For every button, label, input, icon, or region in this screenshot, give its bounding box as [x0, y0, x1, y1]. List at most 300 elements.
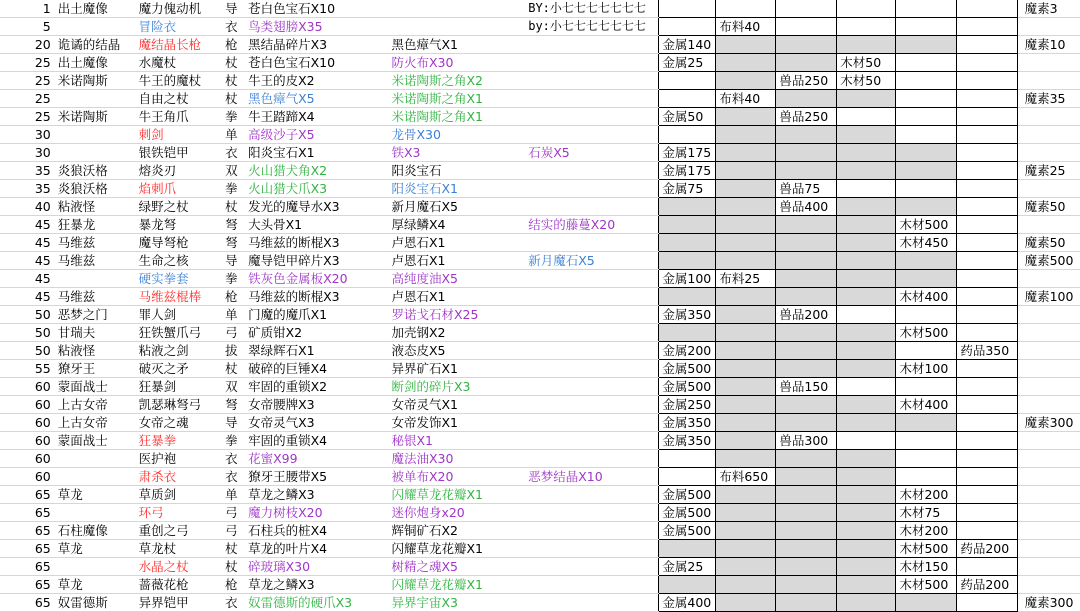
item-name-cell[interactable]: 异界铠甲	[136, 594, 222, 612]
item-name-cell[interactable]: 牛王角爪	[136, 108, 222, 126]
magic-cell[interactable]	[1022, 486, 1080, 504]
material-1-cell[interactable]: 铁灰色金属板X20	[245, 270, 388, 288]
beast-cell[interactable]	[776, 0, 837, 18]
level-cell[interactable]: 40	[0, 198, 55, 216]
material-1-cell[interactable]: 獠牙王腰带X5	[245, 468, 388, 486]
cloth-cell[interactable]	[716, 360, 776, 378]
metal-cell[interactable]: 金属350	[659, 306, 716, 324]
medicine-cell[interactable]: 药品200	[957, 576, 1018, 594]
metal-cell[interactable]	[659, 468, 716, 486]
beast-cell[interactable]	[776, 234, 837, 252]
material-2-cell[interactable]: 液态皮X5	[388, 342, 525, 360]
item-name-cell[interactable]: 肃杀衣	[136, 468, 222, 486]
material-2-cell[interactable]: 米诺陶斯之角X2	[388, 72, 525, 90]
level-cell[interactable]: 50	[0, 306, 55, 324]
wood-2-cell[interactable]	[896, 378, 957, 396]
magic-cell[interactable]: 魔素25	[1022, 162, 1080, 180]
type-cell[interactable]: 拳	[222, 432, 245, 450]
wood-cell[interactable]	[837, 126, 896, 144]
material-3-cell[interactable]	[525, 360, 659, 378]
material-1-cell[interactable]: 草龙的叶片X4	[245, 540, 388, 558]
type-cell[interactable]: 衣	[222, 468, 245, 486]
medicine-cell[interactable]	[957, 216, 1018, 234]
material-3-cell[interactable]: 新月魔石X5	[525, 252, 659, 270]
item-name-cell[interactable]: 罪人剑	[136, 306, 222, 324]
metal-cell[interactable]: 金属500	[659, 486, 716, 504]
magic-cell[interactable]	[1022, 396, 1080, 414]
wood-2-cell[interactable]	[896, 144, 957, 162]
medicine-cell[interactable]	[957, 324, 1018, 342]
monster-cell[interactable]: 甘瑞夫	[55, 324, 136, 342]
type-cell[interactable]: 杖	[222, 54, 245, 72]
material-3-cell[interactable]	[525, 54, 659, 72]
type-cell[interactable]: 衣	[222, 450, 245, 468]
material-3-cell[interactable]	[525, 198, 659, 216]
metal-cell[interactable]	[659, 0, 716, 18]
beast-cell[interactable]	[776, 504, 837, 522]
type-cell[interactable]: 导	[222, 252, 245, 270]
beast-cell[interactable]	[776, 270, 837, 288]
item-name-cell[interactable]: 草龙杖	[136, 540, 222, 558]
level-cell[interactable]: 50	[0, 342, 55, 360]
cloth-cell[interactable]	[716, 486, 776, 504]
wood-2-cell[interactable]	[896, 162, 957, 180]
metal-cell[interactable]	[659, 540, 716, 558]
wood-2-cell[interactable]	[896, 342, 957, 360]
material-2-cell[interactable]: 罗诺戈石材X25	[388, 306, 525, 324]
medicine-cell[interactable]	[957, 486, 1018, 504]
cloth-cell[interactable]: 布料25	[716, 270, 776, 288]
level-cell[interactable]: 65	[0, 522, 55, 540]
material-3-cell[interactable]	[525, 432, 659, 450]
type-cell[interactable]: 杖	[222, 198, 245, 216]
metal-cell[interactable]	[659, 198, 716, 216]
cloth-cell[interactable]	[716, 108, 776, 126]
material-2-cell[interactable]: 龙骨X30	[388, 126, 525, 144]
medicine-cell[interactable]	[957, 144, 1018, 162]
monster-cell[interactable]	[55, 144, 136, 162]
type-cell[interactable]: 杖	[222, 360, 245, 378]
magic-cell[interactable]: 魔素300	[1022, 414, 1080, 432]
beast-cell[interactable]	[776, 36, 837, 54]
metal-cell[interactable]: 金属500	[659, 378, 716, 396]
material-1-cell[interactable]: 火山猎犬角X2	[245, 162, 388, 180]
magic-cell[interactable]	[1022, 342, 1080, 360]
medicine-cell[interactable]	[957, 234, 1018, 252]
wood-cell[interactable]	[837, 504, 896, 522]
magic-cell[interactable]	[1022, 522, 1080, 540]
wood-cell[interactable]	[837, 36, 896, 54]
monster-cell[interactable]	[55, 450, 136, 468]
cloth-cell[interactable]	[716, 378, 776, 396]
metal-cell[interactable]: 金属350	[659, 432, 716, 450]
level-cell[interactable]: 60	[0, 450, 55, 468]
metal-cell[interactable]: 金属350	[659, 414, 716, 432]
magic-cell[interactable]	[1022, 270, 1080, 288]
material-1-cell[interactable]: 女帝灵气X3	[245, 414, 388, 432]
wood-cell[interactable]	[837, 216, 896, 234]
magic-cell[interactable]: 魔素50	[1022, 198, 1080, 216]
material-3-cell[interactable]	[525, 108, 659, 126]
material-2-cell[interactable]	[388, 0, 525, 18]
type-cell[interactable]: 枪	[222, 288, 245, 306]
material-1-cell[interactable]: 苍白色宝石X10	[245, 0, 388, 18]
magic-cell[interactable]	[1022, 324, 1080, 342]
item-name-cell[interactable]: 魔力傀动机	[136, 0, 222, 18]
beast-cell[interactable]	[776, 18, 837, 36]
material-2-cell[interactable]: 铁X3	[388, 144, 525, 162]
cloth-cell[interactable]	[716, 342, 776, 360]
material-1-cell[interactable]: 奴雷德斯的硬爪X3	[245, 594, 388, 612]
material-1-cell[interactable]: 马维兹的断棍X3	[245, 288, 388, 306]
monster-cell[interactable]: 草龙	[55, 486, 136, 504]
type-cell[interactable]: 杖	[222, 90, 245, 108]
material-1-cell[interactable]: 大头骨X1	[245, 216, 388, 234]
level-cell[interactable]: 65	[0, 594, 55, 612]
level-cell[interactable]: 60	[0, 378, 55, 396]
magic-cell[interactable]	[1022, 72, 1080, 90]
cloth-cell[interactable]	[716, 144, 776, 162]
monster-cell[interactable]: 马维兹	[55, 288, 136, 306]
magic-cell[interactable]	[1022, 306, 1080, 324]
material-3-cell[interactable]	[525, 180, 659, 198]
material-2-cell[interactable]: 秘银X1	[388, 432, 525, 450]
type-cell[interactable]: 弓	[222, 504, 245, 522]
material-2-cell[interactable]: 加壳钢X2	[388, 324, 525, 342]
monster-cell[interactable]: 粘液怪	[55, 342, 136, 360]
beast-cell[interactable]	[776, 216, 837, 234]
beast-cell[interactable]	[776, 54, 837, 72]
medicine-cell[interactable]	[957, 270, 1018, 288]
level-cell[interactable]: 65	[0, 504, 55, 522]
item-name-cell[interactable]: 刺剑	[136, 126, 222, 144]
level-cell[interactable]: 25	[0, 108, 55, 126]
material-1-cell[interactable]: 石柱兵的桩X4	[245, 522, 388, 540]
monster-cell[interactable]: 獠牙王	[55, 360, 136, 378]
wood-cell[interactable]	[837, 270, 896, 288]
beast-cell[interactable]	[776, 576, 837, 594]
material-3-cell[interactable]	[525, 36, 659, 54]
level-cell[interactable]: 35	[0, 162, 55, 180]
material-2-cell[interactable]: 女帝发饰X1	[388, 414, 525, 432]
monster-cell[interactable]	[55, 18, 136, 36]
beast-cell[interactable]: 兽品200	[776, 306, 837, 324]
wood-cell[interactable]	[837, 288, 896, 306]
metal-cell[interactable]: 金属100	[659, 270, 716, 288]
monster-cell[interactable]: 马维兹	[55, 234, 136, 252]
material-2-cell[interactable]: 被单布X20	[388, 468, 525, 486]
level-cell[interactable]: 60	[0, 432, 55, 450]
material-2-cell[interactable]: 闪耀草龙花瓣X1	[388, 486, 525, 504]
wood-cell[interactable]	[837, 540, 896, 558]
cloth-cell[interactable]	[716, 522, 776, 540]
level-cell[interactable]: 35	[0, 180, 55, 198]
medicine-cell[interactable]	[957, 522, 1018, 540]
beast-cell[interactable]	[776, 288, 837, 306]
wood-cell[interactable]	[837, 378, 896, 396]
metal-cell[interactable]: 金属500	[659, 504, 716, 522]
magic-cell[interactable]: 魔素500	[1022, 252, 1080, 270]
beast-cell[interactable]	[776, 450, 837, 468]
material-2-cell[interactable]: 卢恩石X1	[388, 234, 525, 252]
wood-cell[interactable]	[837, 198, 896, 216]
wood-cell[interactable]	[837, 162, 896, 180]
wood-2-cell[interactable]	[896, 180, 957, 198]
wood-2-cell[interactable]: 木材500	[896, 216, 957, 234]
beast-cell[interactable]	[776, 144, 837, 162]
type-cell[interactable]: 衣	[222, 594, 245, 612]
material-1-cell[interactable]: 发光的魔导水X3	[245, 198, 388, 216]
wood-cell[interactable]: 木材50	[837, 72, 896, 90]
item-name-cell[interactable]: 马维兹棍棒	[136, 288, 222, 306]
metal-cell[interactable]	[659, 18, 716, 36]
cloth-cell[interactable]	[716, 198, 776, 216]
cloth-cell[interactable]	[716, 576, 776, 594]
wood-2-cell[interactable]	[896, 90, 957, 108]
cloth-cell[interactable]	[716, 126, 776, 144]
material-2-cell[interactable]: 米诺陶斯之角X1	[388, 108, 525, 126]
metal-cell[interactable]: 金属400	[659, 594, 716, 612]
metal-cell[interactable]: 金属175	[659, 144, 716, 162]
magic-cell[interactable]	[1022, 54, 1080, 72]
material-1-cell[interactable]: 女帝腰牌X3	[245, 396, 388, 414]
beast-cell[interactable]	[776, 468, 837, 486]
beast-cell[interactable]	[776, 360, 837, 378]
magic-cell[interactable]: 魔素3	[1022, 0, 1080, 18]
material-2-cell[interactable]: 树精之魂X5	[388, 558, 525, 576]
wood-cell[interactable]	[837, 252, 896, 270]
material-3-cell[interactable]	[525, 324, 659, 342]
level-cell[interactable]: 45	[0, 288, 55, 306]
beast-cell[interactable]: 兽品400	[776, 198, 837, 216]
item-name-cell[interactable]: 凯瑟琳弩弓	[136, 396, 222, 414]
magic-cell[interactable]	[1022, 144, 1080, 162]
beast-cell[interactable]	[776, 252, 837, 270]
beast-cell[interactable]	[776, 126, 837, 144]
monster-cell[interactable]: 恶梦之门	[55, 306, 136, 324]
wood-2-cell[interactable]	[896, 198, 957, 216]
medicine-cell[interactable]	[957, 288, 1018, 306]
material-2-cell[interactable]: 高纯度油X5	[388, 270, 525, 288]
monster-cell[interactable]: 上古女帝	[55, 396, 136, 414]
beast-cell[interactable]: 兽品250	[776, 108, 837, 126]
wood-2-cell[interactable]: 木材500	[896, 576, 957, 594]
monster-cell[interactable]: 马维兹	[55, 252, 136, 270]
medicine-cell[interactable]	[957, 504, 1018, 522]
metal-cell[interactable]	[659, 576, 716, 594]
monster-cell[interactable]: 蒙面战士	[55, 378, 136, 396]
material-3-cell[interactable]: BY:小七七七七七七七	[525, 0, 659, 18]
level-cell[interactable]: 20	[0, 36, 55, 54]
metal-cell[interactable]: 金属50	[659, 108, 716, 126]
wood-cell[interactable]	[837, 0, 896, 18]
monster-cell[interactable]: 炎狼沃格	[55, 162, 136, 180]
wood-2-cell[interactable]	[896, 36, 957, 54]
level-cell[interactable]: 45	[0, 234, 55, 252]
type-cell[interactable]: 杖	[222, 558, 245, 576]
metal-cell[interactable]: 金属200	[659, 342, 716, 360]
beast-cell[interactable]	[776, 594, 837, 612]
wood-cell[interactable]	[837, 468, 896, 486]
magic-cell[interactable]	[1022, 468, 1080, 486]
material-3-cell[interactable]	[525, 90, 659, 108]
medicine-cell[interactable]	[957, 360, 1018, 378]
wood-2-cell[interactable]: 木材200	[896, 486, 957, 504]
metal-cell[interactable]	[659, 288, 716, 306]
metal-cell[interactable]: 金属25	[659, 558, 716, 576]
wood-cell[interactable]	[837, 450, 896, 468]
material-3-cell[interactable]	[525, 72, 659, 90]
wood-cell[interactable]	[837, 108, 896, 126]
type-cell[interactable]: 弩	[222, 396, 245, 414]
monster-cell[interactable]: 米诺陶斯	[55, 108, 136, 126]
level-cell[interactable]: 30	[0, 126, 55, 144]
metal-cell[interactable]: 金属25	[659, 54, 716, 72]
cloth-cell[interactable]: 布料40	[716, 90, 776, 108]
metal-cell[interactable]: 金属175	[659, 162, 716, 180]
magic-cell[interactable]: 魔素300	[1022, 594, 1080, 612]
magic-cell[interactable]	[1022, 360, 1080, 378]
type-cell[interactable]: 拳	[222, 180, 245, 198]
type-cell[interactable]: 双	[222, 378, 245, 396]
medicine-cell[interactable]	[957, 108, 1018, 126]
beast-cell[interactable]	[776, 396, 837, 414]
magic-cell[interactable]: 魔素100	[1022, 288, 1080, 306]
wood-cell[interactable]	[837, 306, 896, 324]
metal-cell[interactable]	[659, 126, 716, 144]
metal-cell[interactable]: 金属75	[659, 180, 716, 198]
metal-cell[interactable]	[659, 450, 716, 468]
material-2-cell[interactable]: 闪耀草龙花瓣X1	[388, 540, 525, 558]
wood-cell[interactable]	[837, 18, 896, 36]
beast-cell[interactable]	[776, 162, 837, 180]
magic-cell[interactable]	[1022, 504, 1080, 522]
type-cell[interactable]: 杖	[222, 540, 245, 558]
medicine-cell[interactable]	[957, 54, 1018, 72]
magic-cell[interactable]	[1022, 432, 1080, 450]
medicine-cell[interactable]	[957, 72, 1018, 90]
material-3-cell[interactable]	[525, 234, 659, 252]
material-3-cell[interactable]	[525, 396, 659, 414]
metal-cell[interactable]	[659, 234, 716, 252]
material-3-cell[interactable]	[525, 576, 659, 594]
material-3-cell[interactable]: 石炭X5	[525, 144, 659, 162]
material-3-cell[interactable]	[525, 288, 659, 306]
material-3-cell[interactable]	[525, 162, 659, 180]
wood-2-cell[interactable]	[896, 306, 957, 324]
item-name-cell[interactable]: 熔炎刃	[136, 162, 222, 180]
beast-cell[interactable]	[776, 522, 837, 540]
material-2-cell[interactable]: 异界宇宙X3	[388, 594, 525, 612]
material-1-cell[interactable]: 黑结晶碎片X3	[245, 36, 388, 54]
material-2-cell[interactable]: 迷你炮身x20	[388, 504, 525, 522]
metal-cell[interactable]: 金属500	[659, 522, 716, 540]
metal-cell[interactable]: 金属140	[659, 36, 716, 54]
medicine-cell[interactable]	[957, 396, 1018, 414]
wood-cell[interactable]	[837, 360, 896, 378]
cloth-cell[interactable]	[716, 594, 776, 612]
cloth-cell[interactable]	[716, 162, 776, 180]
wood-cell[interactable]	[837, 324, 896, 342]
material-1-cell[interactable]: 矿质钳X2	[245, 324, 388, 342]
type-cell[interactable]: 导	[222, 0, 245, 18]
cloth-cell[interactable]	[716, 216, 776, 234]
material-3-cell[interactable]: by:小七七七七七七七	[525, 18, 659, 36]
magic-cell[interactable]	[1022, 216, 1080, 234]
material-3-cell[interactable]	[525, 522, 659, 540]
material-2-cell[interactable]: 新月魔石X5	[388, 198, 525, 216]
beast-cell[interactable]	[776, 324, 837, 342]
level-cell[interactable]: 25	[0, 54, 55, 72]
material-1-cell[interactable]: 翠绿辉石X1	[245, 342, 388, 360]
material-2-cell[interactable]: 卢恩石X1	[388, 288, 525, 306]
magic-cell[interactable]: 魔素10	[1022, 36, 1080, 54]
material-3-cell[interactable]	[525, 450, 659, 468]
material-3-cell[interactable]	[525, 306, 659, 324]
monster-cell[interactable]	[55, 468, 136, 486]
item-name-cell[interactable]: 蔷薇花枪	[136, 576, 222, 594]
type-cell[interactable]: 双	[222, 162, 245, 180]
material-1-cell[interactable]: 苍白色宝石X10	[245, 54, 388, 72]
level-cell[interactable]: 55	[0, 360, 55, 378]
monster-cell[interactable]	[55, 270, 136, 288]
item-name-cell[interactable]: 草质剑	[136, 486, 222, 504]
monster-cell[interactable]: 出土魔像	[55, 54, 136, 72]
material-1-cell[interactable]: 牢固的重锁X2	[245, 378, 388, 396]
wood-2-cell[interactable]: 木材400	[896, 396, 957, 414]
material-1-cell[interactable]: 魔力树枝X20	[245, 504, 388, 522]
wood-cell[interactable]	[837, 396, 896, 414]
wood-2-cell[interactable]	[896, 414, 957, 432]
magic-cell[interactable]	[1022, 540, 1080, 558]
material-1-cell[interactable]: 火山猎犬爪X3	[245, 180, 388, 198]
beast-cell[interactable]	[776, 540, 837, 558]
wood-cell[interactable]: 木材50	[837, 54, 896, 72]
wood-cell[interactable]	[837, 486, 896, 504]
cloth-cell[interactable]	[716, 252, 776, 270]
wood-2-cell[interactable]	[896, 468, 957, 486]
item-name-cell[interactable]: 魔结晶长枪	[136, 36, 222, 54]
beast-cell[interactable]: 兽品250	[776, 72, 837, 90]
cloth-cell[interactable]: 布料650	[716, 468, 776, 486]
level-cell[interactable]: 1	[0, 0, 55, 18]
item-name-cell[interactable]: 牛王的魔杖	[136, 72, 222, 90]
metal-cell[interactable]: 金属500	[659, 360, 716, 378]
item-name-cell[interactable]: 环弓	[136, 504, 222, 522]
material-1-cell[interactable]: 马维兹的断棍X3	[245, 234, 388, 252]
magic-cell[interactable]: 魔素35	[1022, 90, 1080, 108]
material-1-cell[interactable]: 草龙之鳞X3	[245, 576, 388, 594]
magic-cell[interactable]: 魔素50	[1022, 234, 1080, 252]
wood-2-cell[interactable]: 木材400	[896, 288, 957, 306]
type-cell[interactable]: 单	[222, 306, 245, 324]
medicine-cell[interactable]	[957, 594, 1018, 612]
medicine-cell[interactable]	[957, 90, 1018, 108]
item-name-cell[interactable]: 女帝之魂	[136, 414, 222, 432]
wood-cell[interactable]	[837, 576, 896, 594]
medicine-cell[interactable]	[957, 414, 1018, 432]
metal-cell[interactable]	[659, 216, 716, 234]
type-cell[interactable]: 拳	[222, 108, 245, 126]
medicine-cell[interactable]	[957, 432, 1018, 450]
material-1-cell[interactable]: 门魔的魔爪X1	[245, 306, 388, 324]
material-2-cell[interactable]: 闪耀草龙花瓣X1	[388, 576, 525, 594]
wood-2-cell[interactable]	[896, 18, 957, 36]
monster-cell[interactable]: 石柱魔像	[55, 522, 136, 540]
wood-cell[interactable]	[837, 90, 896, 108]
monster-cell[interactable]: 米诺陶斯	[55, 72, 136, 90]
magic-cell[interactable]	[1022, 576, 1080, 594]
